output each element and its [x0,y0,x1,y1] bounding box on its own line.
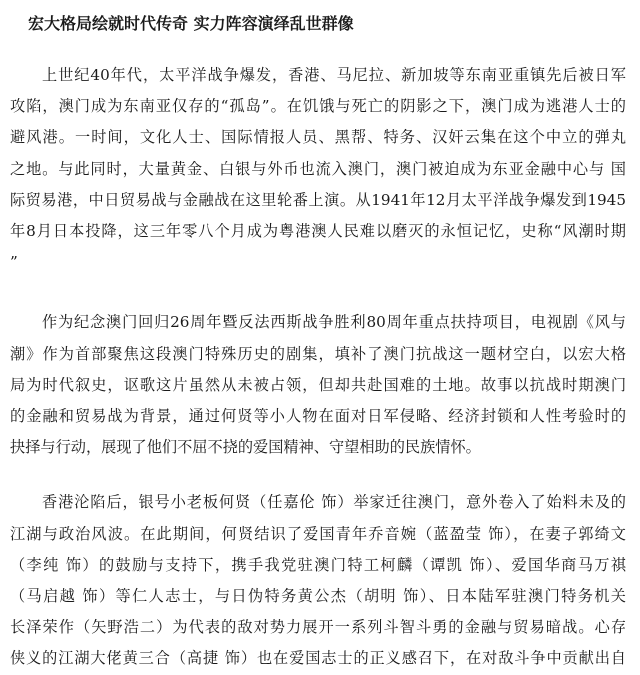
paragraph-drama-intro [10,307,626,463]
paragraph-line: 香港沦陷后，银号小老板何贤（任嘉伦 饰）举家迁往澳门，意外卷入了始料未及的 [42,493,626,512]
paragraph-line: 年8月日本投降，这三年零八个月成为粤港澳人民难以磨灭的永恒记忆，史称“风潮时期 [10,222,626,241]
paragraph-line: 攻陷，澳门成为东南亚仅存的“孤岛”。在饥饿与死亡的阴影之下，澳门成为逃港人士的 [10,97,626,116]
paragraph-line: 抉择与行动，展现了他们不屈不挠的爱国精神、守望相助的民族情怀。 [10,438,481,457]
paragraph-line: 避风港。一时间，文化人士、国际情报人员、黑帮、特务、汉奸云集在这个中立的弹丸 [10,128,626,147]
paragraph-line: 作为纪念澳门回归26周年暨反法西斯战争胜利80周年重点扶持项目，电视剧《风与 [42,313,626,332]
paragraph-fengchao-period [10,60,626,278]
paragraph-plot-summary [10,487,626,674]
paragraph-line: 际贸易港，中日贸易战与金融战在这里轮番上演。从1941年12月太平洋战争爆发到1945 [10,190,626,209]
paragraph-line: 潮》作为首部聚焦这段澳门特殊历史的剧集，填补了澳门抗战这一题材空白，以宏大格 [10,344,626,363]
paragraph-line: 的金融和贸易战为背景，通过何贤等小人物在面对日军侵略、经济封锁和人性考验时的 [10,407,626,426]
paragraph-line: 长泽荣作（矢野浩二）为代表的敌对势力展开一系列斗智斗勇的金融与贸易暗战。心存 [10,618,626,637]
paragraph-line: 之地。与此同时，大量黄金、白银与外币也流入澳门，澳门被迫成为东亚金融中心与 国 [10,159,626,178]
paragraph-line: ” [10,253,18,272]
article-heading: 宏大格局绘就时代传奇 实力阵容演绎乱世群像 [28,14,354,33]
paragraph-line: 侠义的江湖大佬黄三合（高捷 饰）也在爱国志士的正义感召下，在对敌斗争中贡献出自 [10,649,626,668]
paragraph-line: 江湖与政治风波。在此期间，何贤结识了爱国青年乔音婉（蓝盈莹 饰），在妻子郭绮文 [10,524,626,543]
paragraph-line: （李纯 饰）的鼓励与支持下，携手我党驻澳门特工柯麟（谭凯 饰）、爱国华商马万祺 [10,555,626,574]
paragraph-line: 上世纪40年代，太平洋战争爆发，香港、马尼拉、新加坡等东南亚重镇先后被日军 [42,66,626,84]
paragraph-line: （马启越 饰）等仁人志士，与日伪特务黄公杰（胡明 饰）、日本陆军驻澳门特务机关 [10,587,626,606]
paragraph-line: 局为时代叙史，讴歌这片虽然从未被占领，但却共赴国难的土地。故事以抗战时期澳门 [10,375,626,394]
